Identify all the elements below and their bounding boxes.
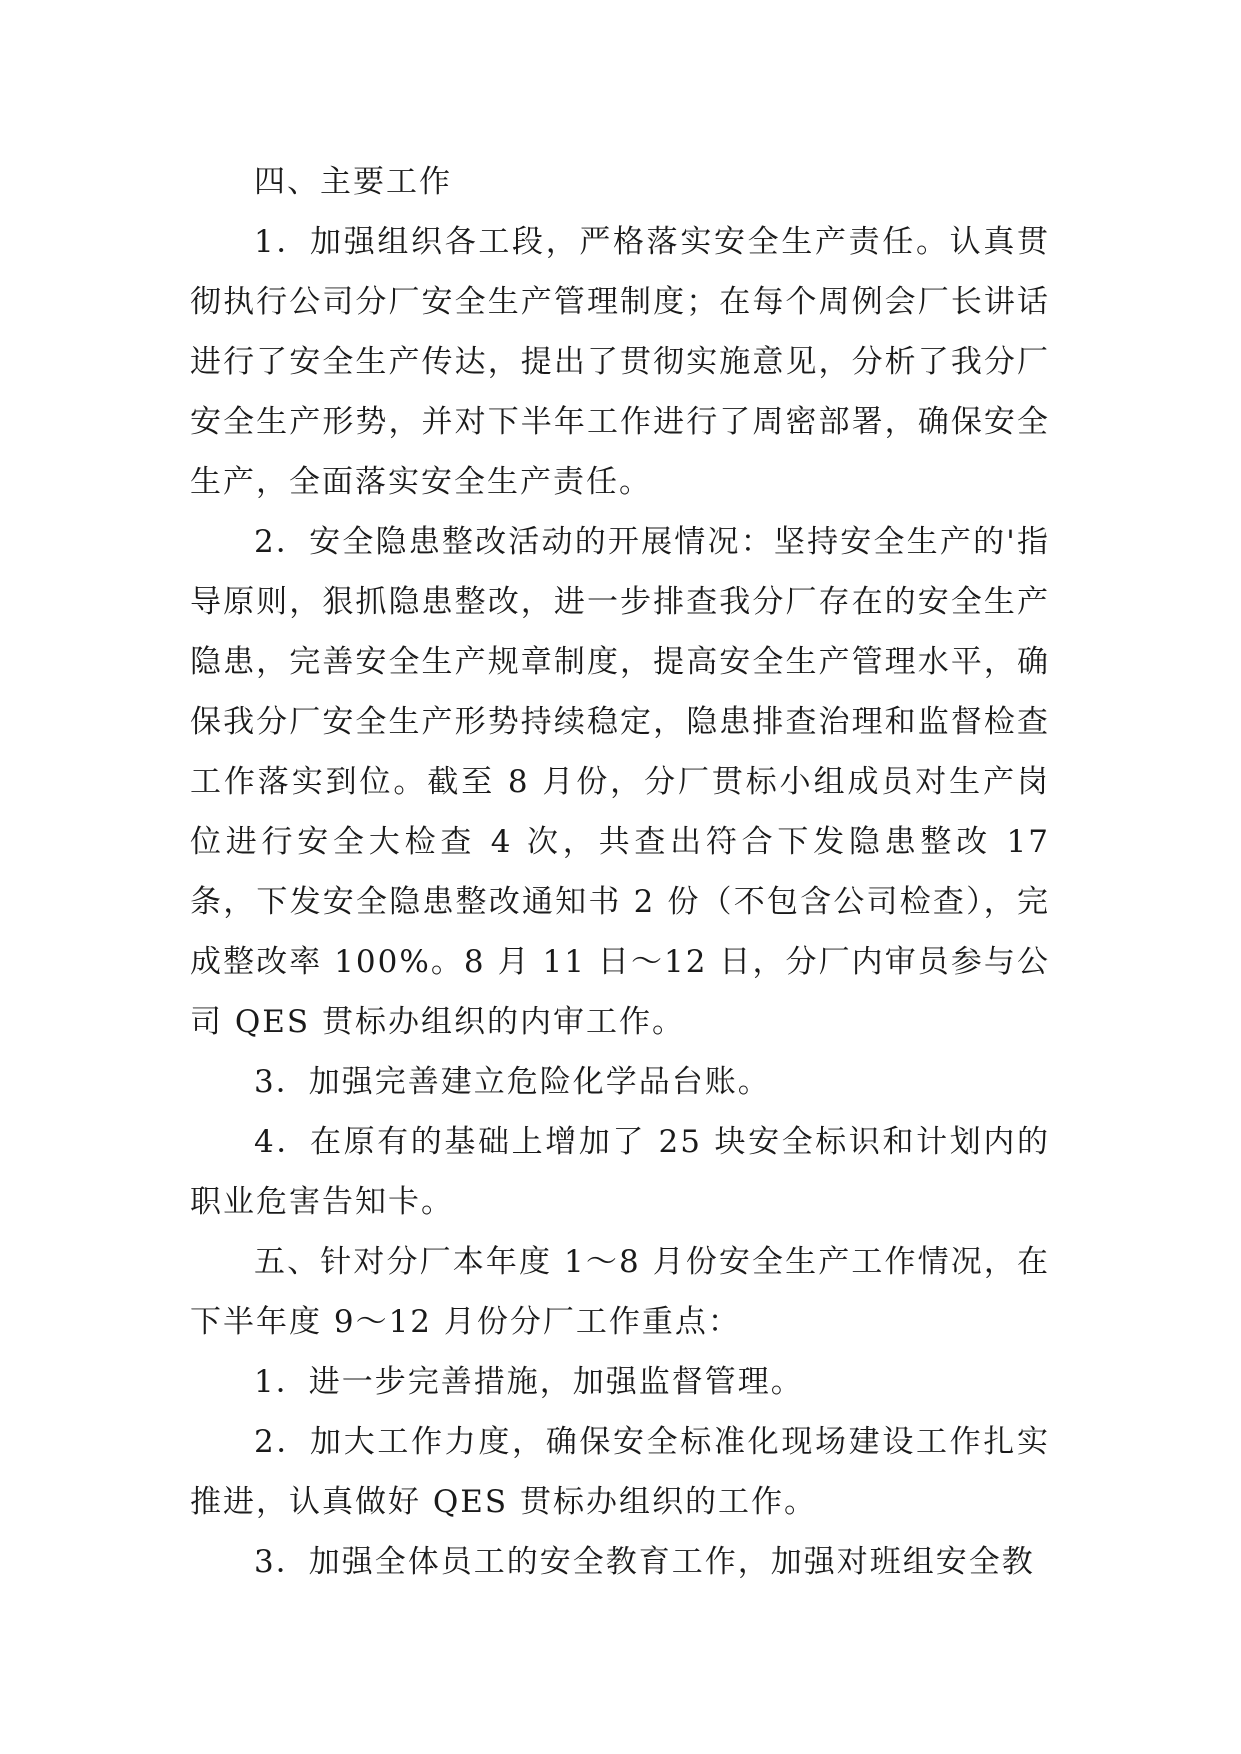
section-heading-four: 四、主要工作 [254,164,452,200]
document-body [190,152,1050,1592]
paragraph-item-3: 3．加强完善建立危险化学品台账。 [254,1064,771,1100]
paragraph-item-2: 2．安全隐患整改活动的开展情况：坚持安全生产的'指导原则，狠抓隐患整改，进一步排查我分厂存在的安全生产隐患，完善安全生产规章制度，提高安全生产管理水平，确保我分厂安全生产形势持续稳定，隐患排查治理和监督检查工作落实到位。截至 8 月份，分厂贯标小组成员对生产岗位进行安全大检查 4 次，共查出符合下发隐患整改 17 条，下发安全隐患整改通知书 2 份（不包含公司检查），完成整改率 100%。8 月 11 日～12 日，分厂内审员参与公司 QES 贯标办组织的内审工作。 [190,524,1050,1040]
paragraph-item-4: 4．在原有的基础上增加了 25 块安全标识和计划内的职业危害告知卡。 [190,1124,1050,1220]
paragraph-item-5-2: 2．加大工作力度，确保安全标准化现场建设工作扎实推进，认真做好 QES 贯标办组织的工作。 [190,1424,1050,1520]
paragraph-item-5-1: 1．进一步完善措施，加强监督管理。 [254,1364,804,1400]
paragraph-item-1: 1．加强组织各工段，严格落实安全生产责任。认真贯彻执行公司分厂安全生产管理制度；在每个周例会厂长讲话进行了安全生产传达，提出了贯彻实施意见，分析了我分厂安全生产形势，并对下半年工作进行了周密部署，确保安全生产，全面落实安全生产责任。 [190,224,1050,500]
section-heading-five: 五、针对分厂本年度 1～8 月份安全生产工作情况，在下半年度 9～12 月份分厂工作重点： [190,1244,1050,1340]
paragraph-item-5-3: 3．加强全体员工的安全教育工作，加强对班组安全教 [254,1544,1035,1580]
